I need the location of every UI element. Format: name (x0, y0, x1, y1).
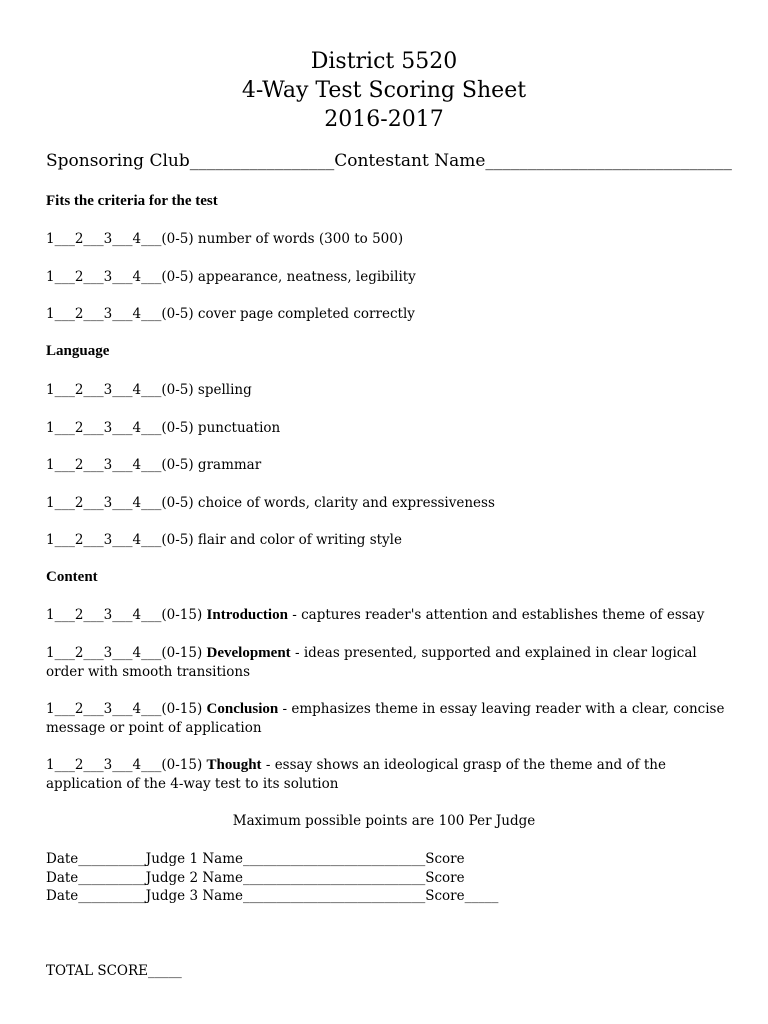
language-item-grammar (46, 456, 726, 475)
content-heading: Content (46, 569, 98, 585)
criteria-heading: Fits the criteria for the test (46, 193, 218, 209)
judge-2-line: Date__________Judge 2 Name___________________________Score (46, 869, 465, 886)
content-item-introduction (46, 606, 726, 625)
language-heading: Language (46, 343, 110, 359)
item-text: 1___2___3___4___(0-5) cover page completed correctly (46, 306, 415, 322)
item-text: 1___2___3___4___(0-5) spelling (46, 382, 252, 398)
item-term: Conclusion (206, 701, 279, 717)
item-text: 1___2___3___4___(0-5) punctuation (46, 420, 281, 436)
max-points-note: Maximum possible points are 100 Per Judge (232, 813, 536, 829)
judge-lines (46, 850, 498, 906)
content-item-conclusion (46, 700, 726, 737)
content-item-thought (46, 756, 726, 793)
item-description: - captures reader's attention and establishes theme of essay (287, 607, 705, 623)
item-description: - ideas presented, supported and explained in clear logical order with smooth transitions (46, 645, 697, 680)
criteria-item-cover-page (46, 305, 726, 324)
item-prefix: 1___2___3___4___(0-15) (46, 607, 207, 623)
criteria-item-word-count (46, 230, 726, 249)
content-item-development (46, 644, 726, 681)
language-item-flair (46, 531, 726, 550)
sheet-title: 4-Way Test Scoring Sheet (241, 78, 527, 103)
language-item-punctuation (46, 419, 726, 438)
item-term: Introduction (206, 607, 288, 623)
item-text: 1___2___3___4___(0-5) appearance, neatness, legibility (46, 269, 416, 285)
item-prefix: 1___2___3___4___(0-15) (46, 701, 207, 717)
item-term: Thought (206, 757, 262, 773)
title-block (0, 47, 768, 134)
item-prefix: 1___2___3___4___(0-15) (46, 645, 207, 661)
item-term: Development (206, 645, 291, 661)
language-item-word-choice (46, 494, 726, 513)
judge-1-line: Date__________Judge 1 Name___________________________Score (46, 851, 465, 867)
district-title: District 5520 (310, 49, 458, 74)
item-prefix: 1___2___3___4___(0-15) (46, 757, 207, 773)
item-text: 1___2___3___4___(0-5) flair and color of writing style (46, 532, 402, 548)
criteria-item-appearance (46, 268, 726, 287)
item-description: - essay shows an ideological grasp of the theme and of the application of the 4-way test to its solution (46, 757, 666, 792)
judge-3-line: Date__________Judge 3 Name___________________________Score_____ (46, 888, 499, 904)
item-text: 1___2___3___4___(0-5) number of words (300 to 500) (46, 231, 404, 247)
year-title: 2016-2017 (324, 107, 444, 132)
sponsoring-club-contestant-line: Sponsoring Club_________________Contestant Name_____________________________ (46, 151, 732, 171)
total-score-line: TOTAL SCORE_____ (46, 963, 182, 979)
language-item-spelling (46, 381, 726, 400)
item-description: - emphasizes theme in essay leaving reader with a clear, concise message or point of application (46, 701, 725, 736)
item-text: 1___2___3___4___(0-5) grammar (46, 457, 262, 473)
item-text: 1___2___3___4___(0-5) choice of words, clarity and expressiveness (46, 495, 495, 511)
